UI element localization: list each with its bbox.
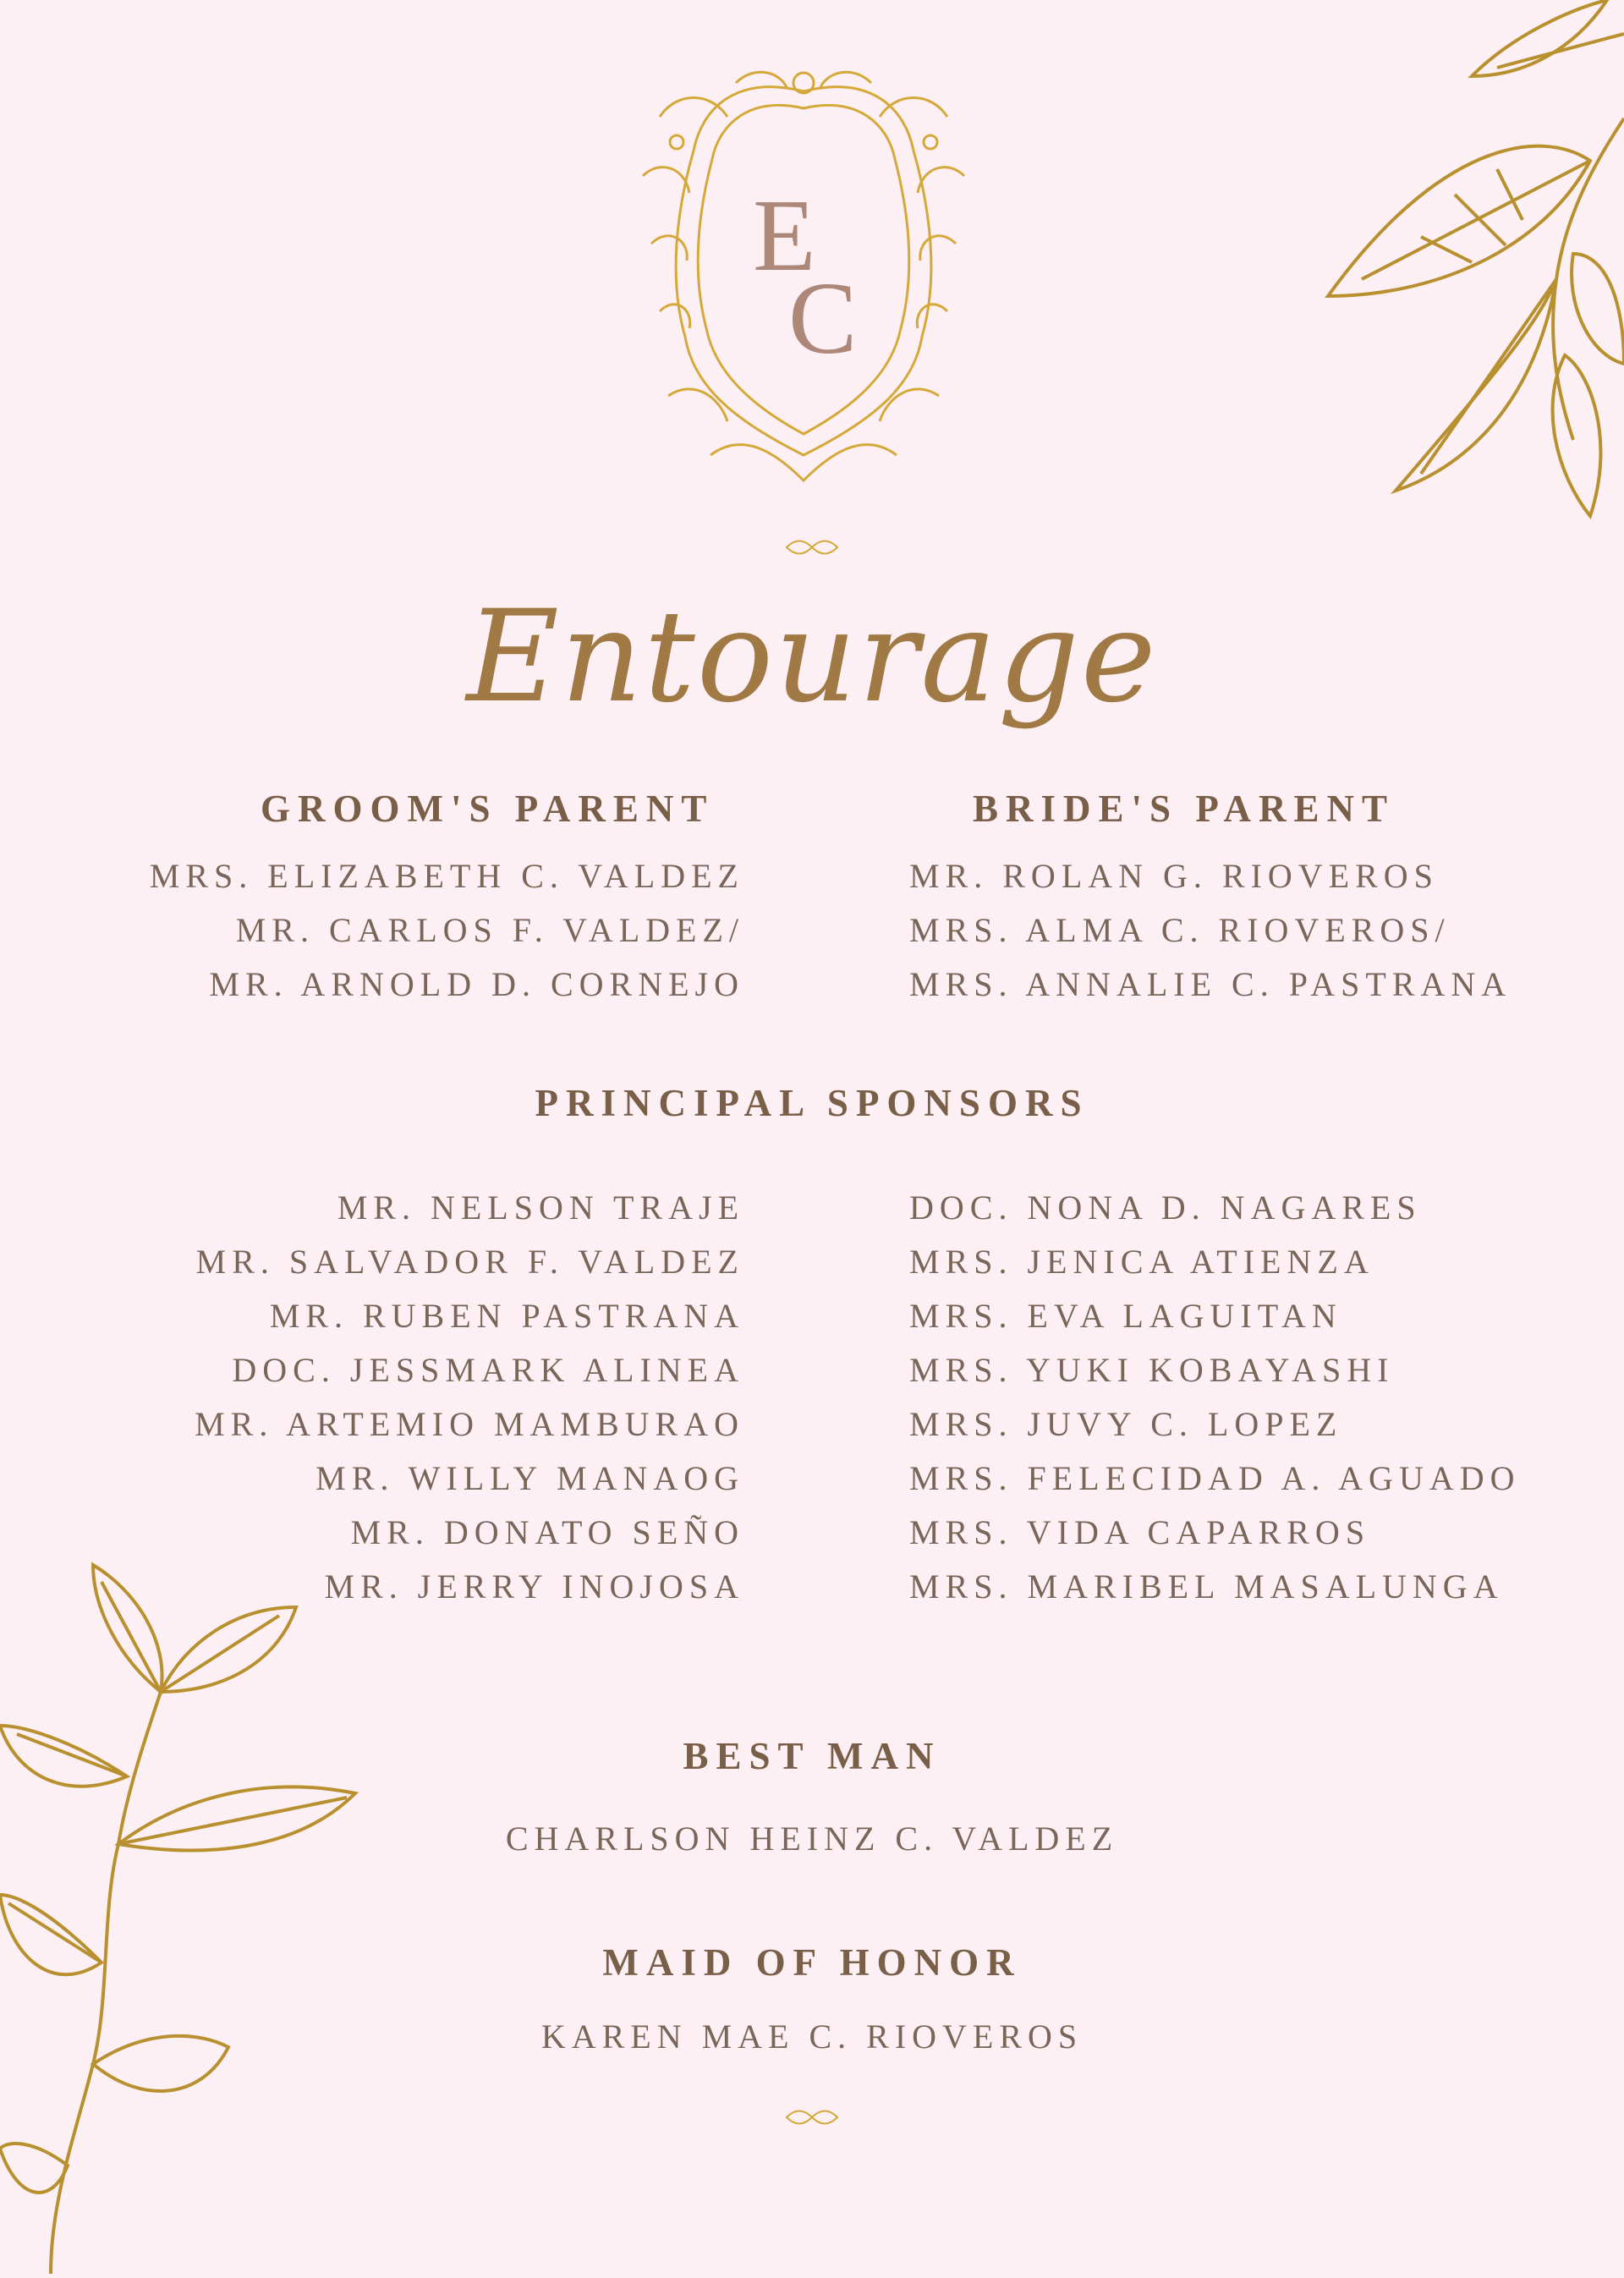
- grooms-parent-name: MR. ARNOLD D. CORNEJO: [209, 965, 744, 1003]
- sponsor-name: MR. ARTEMIO MAMBURAO: [195, 1405, 744, 1443]
- sponsor-name: MR. NELSON TRAJE: [337, 1188, 744, 1227]
- sponsor-name: MRS. MARIBEL MASALUNGA: [909, 1567, 1504, 1606]
- sponsor-name: MRS. YUKI KOBAYASHI: [909, 1351, 1395, 1389]
- sponsor-name: MRS. JENICA ATIENZA: [909, 1243, 1374, 1281]
- brides-parent-list: [909, 849, 1512, 1012]
- sponsor-name: MR. JERRY INOJOSA: [324, 1567, 744, 1606]
- sponsors-left-list: [195, 1181, 744, 1614]
- best-man-heading: BEST MAN: [683, 1735, 941, 1777]
- monogram-letter-e: E: [753, 178, 816, 293]
- brides-parent-name: MRS. ANNALIE C. PASTRANA: [909, 965, 1512, 1003]
- grooms-parent-name: MRS. ELIZABETH C. VALDEZ: [149, 857, 744, 895]
- bottom-left-leaves: [0, 1556, 389, 2274]
- sponsor-name: MRS. JUVY C. LOPEZ: [909, 1405, 1343, 1443]
- sponsor-name: MRS. FELECIDAD A. AGUADO: [909, 1459, 1521, 1497]
- maid-of-honor-name: KAREN MAE C. RIOVEROS: [540, 2017, 1084, 2056]
- sponsor-name: MR. WILLY MANAOG: [315, 1459, 744, 1497]
- sponsor-name: MR. SALVADOR F. VALDEZ: [195, 1243, 744, 1281]
- top-right-leaves: [1303, 0, 1624, 524]
- maid-of-honor-heading: MAID OF HONOR: [602, 1941, 1022, 1984]
- leaf-branch-icon: [0, 1556, 389, 2274]
- top-divider: [338, 535, 1286, 560]
- sponsor-name: MRS. VIDA CAPARROS: [909, 1513, 1371, 1551]
- best-man-name: CHARLSON HEINZ C. VALDEZ: [505, 1820, 1119, 1858]
- leaf-branch-icon: [1303, 0, 1624, 524]
- bottom-divider: [338, 2105, 1286, 2130]
- divider-flourish-icon: [338, 2105, 1286, 2130]
- monogram-letter-c: C: [788, 261, 858, 376]
- sponsor-name: DOC. JESSMARK ALINEA: [232, 1351, 744, 1389]
- grooms-parent-name: MR. CARLOS F. VALDEZ/: [235, 911, 744, 949]
- sponsors-right-list: [909, 1181, 1521, 1614]
- brides-parent-name: MR. ROLAN G. RIOVEROS: [909, 857, 1439, 895]
- page-title: Entourage: [466, 584, 1158, 731]
- sponsor-name: MRS. EVA LAGUITAN: [909, 1297, 1342, 1335]
- sponsor-name: MR. RUBEN PASTRANA: [269, 1297, 744, 1335]
- brides-parent-heading: BRIDE'S PARENT: [973, 788, 1395, 830]
- sponsor-name: MR. DONATO SEÑO: [350, 1513, 744, 1551]
- grooms-parent-list: [150, 849, 744, 1012]
- grooms-parent-heading: GROOM'S PARENT: [261, 788, 715, 830]
- divider-flourish-icon: [338, 535, 1286, 560]
- crest-monogram: [609, 58, 998, 489]
- sponsor-name: DOC. NONA D. NAGARES: [909, 1188, 1422, 1227]
- brides-parent-name: MRS. ALMA C. RIOVEROS/: [909, 911, 1451, 949]
- principal-sponsors-heading: PRINCIPAL SPONSORS: [535, 1082, 1089, 1124]
